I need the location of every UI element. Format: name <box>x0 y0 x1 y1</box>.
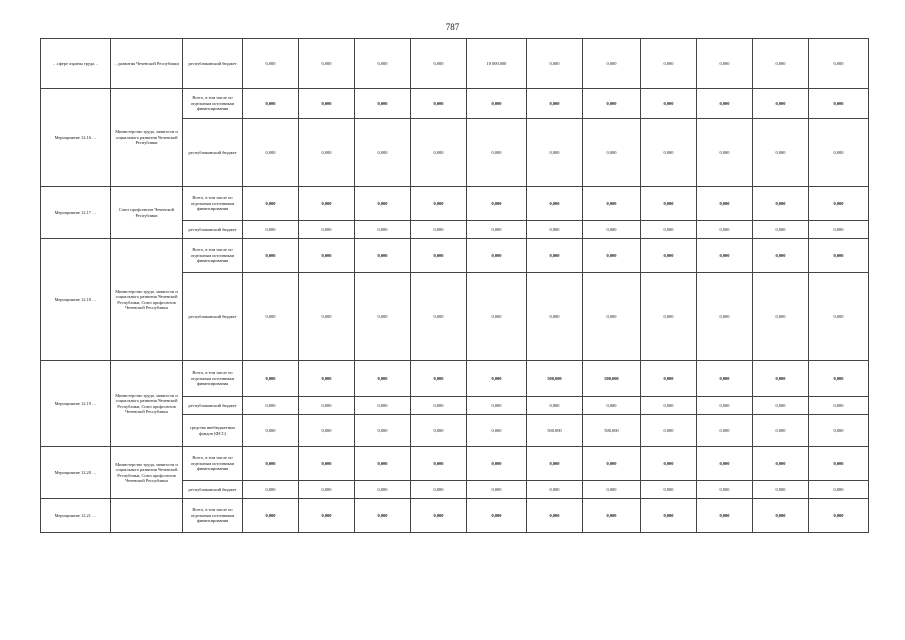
value-cell: 0,000 <box>411 397 467 415</box>
table-row <box>41 361 869 397</box>
value-cell: 0,000 <box>411 273 467 361</box>
value-cell: 0,000 <box>411 415 467 447</box>
value-cell: 0,000 <box>527 221 583 239</box>
value-cell: 0,000 <box>243 273 299 361</box>
value-cell: 0,000 <box>467 239 527 273</box>
value-cell: 0,000 <box>299 415 355 447</box>
funding-source-cell: республиканский бюджет <box>183 119 243 187</box>
value-cell: 0,000 <box>243 39 299 89</box>
value-cell: 0,000 <box>411 447 467 481</box>
value-cell: 0,000 <box>809 481 869 499</box>
value-cell: 0,000 <box>583 119 641 187</box>
value-cell: 0,000 <box>809 239 869 273</box>
value-cell: 0,000 <box>753 397 809 415</box>
value-cell: 0,000 <box>753 499 809 533</box>
value-cell: 0,000 <box>243 119 299 187</box>
value-cell: 0,000 <box>809 273 869 361</box>
funding-source-cell: Всего, в том числе по отдельным источникам финансирования <box>183 499 243 533</box>
value-cell: 0,000 <box>583 239 641 273</box>
value-cell: 0,000 <box>411 221 467 239</box>
value-cell: 0,000 <box>299 239 355 273</box>
value-cell: 0,000 <box>697 89 753 119</box>
value-cell: 0,000 <box>299 89 355 119</box>
value-cell: 0,000 <box>697 39 753 89</box>
value-cell: 0,000 <box>527 187 583 221</box>
value-cell: 0,000 <box>809 39 869 89</box>
value-cell: 0,000 <box>697 397 753 415</box>
value-cell: 0,000 <box>753 415 809 447</box>
value-cell: 500,000 <box>583 415 641 447</box>
value-cell: 0,000 <box>641 397 697 415</box>
value-cell: 0,000 <box>641 119 697 187</box>
funding-source-cell: Всего, в том числе по отдельным источникам финансирования <box>183 361 243 397</box>
value-cell: 10 000,000 <box>467 39 527 89</box>
value-cell: 0,000 <box>753 361 809 397</box>
value-cell: 0,000 <box>753 447 809 481</box>
value-cell: 0,000 <box>411 89 467 119</box>
value-cell: 0,000 <box>411 119 467 187</box>
value-cell: 0,000 <box>299 447 355 481</box>
value-cell: 0,000 <box>527 39 583 89</box>
measure-cell: …сфере охраны труда… <box>41 39 111 89</box>
value-cell: 0,000 <box>355 89 411 119</box>
value-cell: 0,000 <box>641 415 697 447</box>
value-cell: 0,000 <box>355 119 411 187</box>
value-cell: 0,000 <box>299 481 355 499</box>
value-cell: 0,000 <box>411 39 467 89</box>
measure-cell: Мероприятие 12.20 … <box>41 447 111 499</box>
budget-table <box>40 38 869 533</box>
funding-source-cell: республиканский бюджет <box>183 273 243 361</box>
executor-cell: Министерство труда, занятости и социального развития Чеченской Республики, Союз профсоюзов Чеченской Республики <box>111 361 183 447</box>
value-cell: 0,000 <box>243 447 299 481</box>
value-cell: 0,000 <box>355 273 411 361</box>
measure-cell: Мероприятие 12.16 … <box>41 89 111 187</box>
value-cell: 0,000 <box>809 397 869 415</box>
value-cell: 0,000 <box>527 481 583 499</box>
value-cell: 0,000 <box>355 499 411 533</box>
table-row <box>41 89 869 119</box>
value-cell: 0,000 <box>809 415 869 447</box>
funding-source-cell: республиканский бюджет <box>183 39 243 89</box>
table-row <box>41 39 869 89</box>
value-cell: 0,000 <box>467 273 527 361</box>
value-cell: 0,000 <box>641 481 697 499</box>
value-cell: 0,000 <box>355 239 411 273</box>
value-cell: 0,000 <box>355 447 411 481</box>
value-cell: 0,000 <box>809 447 869 481</box>
value-cell: 0,000 <box>411 239 467 273</box>
value-cell: 0,000 <box>583 397 641 415</box>
funding-source-cell: Всего, в том числе по отдельным источникам финансирования <box>183 447 243 481</box>
value-cell: 0,000 <box>299 39 355 89</box>
value-cell: 0,000 <box>243 221 299 239</box>
value-cell: 0,000 <box>753 187 809 221</box>
value-cell: 0,000 <box>641 187 697 221</box>
funding-source-cell: Всего, в том числе по отдельным источникам финансирования <box>183 187 243 221</box>
value-cell: 0,000 <box>697 273 753 361</box>
value-cell: 0,000 <box>697 187 753 221</box>
value-cell: 0,000 <box>583 39 641 89</box>
executor-cell: Министерство труда, занятости и социального развития Чеченской Республики <box>111 89 183 187</box>
table-row <box>41 187 869 221</box>
measure-cell: Мероприятие 12.21 … <box>41 499 111 533</box>
value-cell: 0,000 <box>641 39 697 89</box>
value-cell: 0,000 <box>467 119 527 187</box>
value-cell: 0,000 <box>467 361 527 397</box>
value-cell: 0,000 <box>641 447 697 481</box>
value-cell: 0,000 <box>299 397 355 415</box>
funding-source-cell: республиканский бюджет <box>183 397 243 415</box>
executor-cell: …развития Чеченской Республики <box>111 39 183 89</box>
value-cell: 0,000 <box>697 447 753 481</box>
funding-source-cell: республиканский бюджет <box>183 221 243 239</box>
value-cell: 0,000 <box>243 397 299 415</box>
executor-cell: Союз профсоюзов Чеченской Республики <box>111 187 183 239</box>
value-cell: 0,000 <box>527 447 583 481</box>
value-cell: 0,000 <box>809 187 869 221</box>
value-cell: 0,000 <box>697 361 753 397</box>
value-cell: 0,000 <box>583 447 641 481</box>
measure-cell: Мероприятие 12.18 … <box>41 239 111 361</box>
value-cell: 0,000 <box>697 481 753 499</box>
value-cell: 0,000 <box>809 119 869 187</box>
table-row <box>41 499 869 533</box>
value-cell: 500,000 <box>527 415 583 447</box>
value-cell: 0,000 <box>753 221 809 239</box>
value-cell: 0,000 <box>299 273 355 361</box>
value-cell: 0,000 <box>467 447 527 481</box>
table-row <box>41 447 869 481</box>
value-cell: 0,000 <box>299 187 355 221</box>
value-cell: 0,000 <box>299 361 355 397</box>
value-cell: 0,000 <box>411 187 467 221</box>
value-cell: 0,000 <box>243 361 299 397</box>
value-cell: 0,000 <box>467 89 527 119</box>
value-cell: 0,000 <box>753 273 809 361</box>
table-body <box>41 39 869 533</box>
value-cell: 0,000 <box>527 397 583 415</box>
value-cell: 500,000 <box>527 361 583 397</box>
value-cell: 0,000 <box>527 119 583 187</box>
value-cell: 0,000 <box>697 499 753 533</box>
funding-source-cell: Всего, в том числе по отдельным источникам финансирования <box>183 89 243 119</box>
value-cell: 0,000 <box>467 481 527 499</box>
value-cell: 0,000 <box>355 221 411 239</box>
value-cell: 0,000 <box>355 361 411 397</box>
value-cell: 0,000 <box>753 89 809 119</box>
value-cell: 0,000 <box>527 499 583 533</box>
value-cell: 0,000 <box>467 415 527 447</box>
value-cell: 0,000 <box>641 273 697 361</box>
measure-cell: Мероприятие 12.19 … <box>41 361 111 447</box>
value-cell: 0,000 <box>697 221 753 239</box>
value-cell: 0,000 <box>697 239 753 273</box>
page-number: 787 <box>445 22 460 32</box>
value-cell: 0,000 <box>583 187 641 221</box>
value-cell: 0,000 <box>583 499 641 533</box>
table-row <box>41 239 869 273</box>
value-cell: 0,000 <box>527 239 583 273</box>
value-cell: 0,000 <box>641 239 697 273</box>
value-cell: 0,000 <box>243 415 299 447</box>
value-cell: 0,000 <box>355 187 411 221</box>
executor-cell: Министерство труда, занятости и социального развития Чеченской Республики, Союз профсоюзов Чеченской Республики <box>111 239 183 361</box>
value-cell: 0,000 <box>809 499 869 533</box>
value-cell: 0,000 <box>753 481 809 499</box>
value-cell: 0,000 <box>697 415 753 447</box>
value-cell: 0,000 <box>243 499 299 533</box>
value-cell: 0,000 <box>467 499 527 533</box>
value-cell: 0,000 <box>583 221 641 239</box>
executor-cell <box>111 499 183 533</box>
value-cell: 0,000 <box>299 119 355 187</box>
value-cell: 0,000 <box>641 361 697 397</box>
measure-cell: Мероприятие 12.17 … <box>41 187 111 239</box>
value-cell: 0,000 <box>527 89 583 119</box>
value-cell: 0,000 <box>583 273 641 361</box>
value-cell: 0,000 <box>243 89 299 119</box>
value-cell: 0,000 <box>411 361 467 397</box>
value-cell: 0,000 <box>467 221 527 239</box>
funding-source-cell: Всего, в том числе по отдельным источникам финансирования <box>183 239 243 273</box>
value-cell: 0,000 <box>243 481 299 499</box>
value-cell: 0,000 <box>809 89 869 119</box>
value-cell: 0,000 <box>583 89 641 119</box>
funding-source-cell: республиканский бюджет <box>183 481 243 499</box>
funding-source-cell: средства внебюджетных фондов (ФСС) <box>183 415 243 447</box>
value-cell: 0,000 <box>641 499 697 533</box>
value-cell: 0,000 <box>527 273 583 361</box>
value-cell: 0,000 <box>243 239 299 273</box>
value-cell: 0,000 <box>467 397 527 415</box>
value-cell: 0,000 <box>411 499 467 533</box>
value-cell: 0,000 <box>467 187 527 221</box>
value-cell: 0,000 <box>809 221 869 239</box>
value-cell: 0,000 <box>355 39 411 89</box>
value-cell: 0,000 <box>641 221 697 239</box>
value-cell: 0,000 <box>355 415 411 447</box>
value-cell: 0,000 <box>355 397 411 415</box>
value-cell: 0,000 <box>583 481 641 499</box>
value-cell: 500,000 <box>583 361 641 397</box>
value-cell: 0,000 <box>355 481 411 499</box>
value-cell: 0,000 <box>411 481 467 499</box>
value-cell: 0,000 <box>697 119 753 187</box>
value-cell: 0,000 <box>753 39 809 89</box>
value-cell: 0,000 <box>809 361 869 397</box>
value-cell: 0,000 <box>641 89 697 119</box>
value-cell: 0,000 <box>299 221 355 239</box>
value-cell: 0,000 <box>753 119 809 187</box>
value-cell: 0,000 <box>243 187 299 221</box>
executor-cell: Министерство труда, занятости и социального развития Чеченской Республики, Союз профсоюзов Чеченской Республики <box>111 447 183 499</box>
value-cell: 0,000 <box>299 499 355 533</box>
value-cell: 0,000 <box>753 239 809 273</box>
